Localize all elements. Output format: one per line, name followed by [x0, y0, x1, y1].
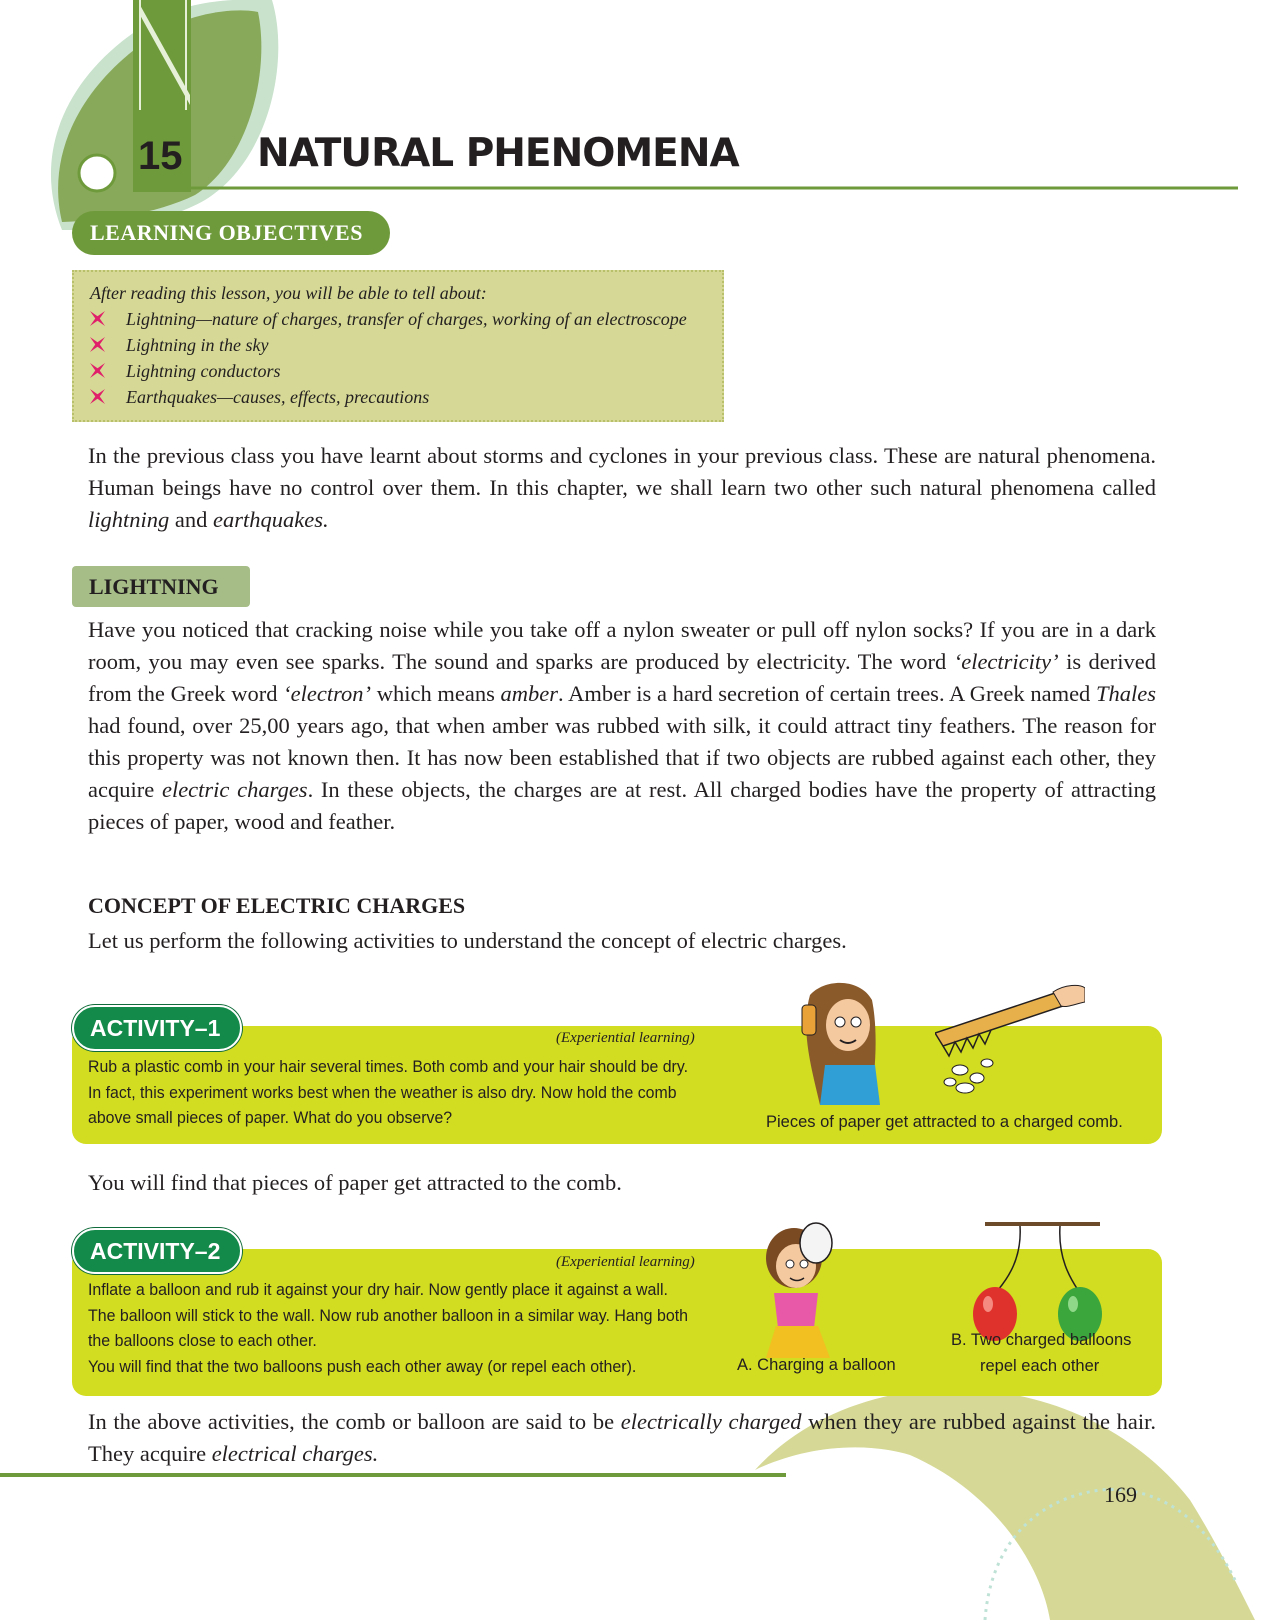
activity-1-result: You will find that pieces of paper get attracted to the comb. — [88, 1170, 622, 1195]
girl-charging-balloon-illustration — [752, 1218, 852, 1368]
maltese-cross-icon — [90, 389, 105, 404]
maltese-cross-icon — [90, 363, 105, 378]
concept-heading: CONCEPT OF ELECTRIC CHARGES — [88, 893, 466, 918]
chapter-dot — [79, 155, 115, 191]
activity-2-caption-b-line1: B. Two charged balloons — [951, 1331, 1132, 1349]
comb-and-paper-illustration — [935, 978, 1085, 1098]
lightning-heading: LIGHTNING — [72, 566, 250, 607]
lightning-paragraph: Have you noticed that cracking noise while you take off a nylon sweater or pull off nylon socks? If you are in a dark room, you may even see sparks. The sound and sparks are produced by electricity. The word ‘electricity’ is derived from the Greek word ‘electron’ which means amber. Amber is a hard secretion of certain trees. A Greek named Thales had found, over 25,00 years ago, that when amber was rubbed with silk, it could attract tiny feathers. The reason for this property was not known then. It has now been established that if two objects are rubbed against each other, they acquire electric charges. In these objects, the charges are at rest. All charged bodies have the property of attracting pieces of paper, wood and feather. — [88, 617, 1157, 834]
objective-item — [90, 358, 706, 384]
activity-2-caption-a: A. Charging a balloon — [737, 1356, 896, 1374]
objective-text: Lightning—nature of charges, transfer of charges, working of an electroscope — [126, 309, 687, 329]
objective-text: Lightning conductors — [126, 361, 281, 381]
objectives-box — [72, 270, 724, 422]
objective-text: Lightning in the sky — [126, 335, 269, 355]
chapter-title: NATURAL PHENOMENA — [257, 131, 739, 176]
activity-1-type: (Experiential learning) — [556, 1030, 695, 1046]
learning-objectives-heading: LEARNING OBJECTIVES — [72, 211, 390, 255]
objective-text: Earthquakes—causes, effects, precautions — [126, 387, 430, 407]
activity-2-text: Inflate a balloon and rub it against your dry hair. Now gently place it against a wall. The balloon will stick to the wall. Now rub another balloon in a similar way. Hang both the balloons close to each other. You will find that the two balloons push each other away (or repel each other). — [88, 1281, 688, 1376]
concept-text: Let us perform the following activities to understand the concept of electric charges. — [88, 928, 847, 953]
activity-1-text: Rub a plastic comb in your hair several times. Both comb and your hair should be dry. In fact, this experiment works best when the weather is also dry. Now hold the comb above small pieces of paper. What do you observe? — [88, 1058, 688, 1127]
objective-item — [90, 306, 706, 332]
activity-2-type: (Experiential learning) — [556, 1254, 695, 1270]
intro-paragraph: In the previous class you have learnt about storms and cyclones in your previous class. These are natural phenomena. Human beings have no control over them. In this chapter, we shall learn two other such natural phenomena called lightning and earthquakes. — [88, 443, 1156, 532]
activity-1-badge: ACTIVITY–1 — [72, 1005, 242, 1051]
two-balloons-illustration — [960, 1218, 1120, 1343]
maltese-cross-icon — [90, 337, 105, 352]
objectives-list — [90, 306, 706, 410]
chapter-number: 15 — [138, 134, 183, 178]
activity-1-caption: Pieces of paper get attracted to a charged comb. — [766, 1113, 1123, 1131]
maltese-cross-icon — [90, 311, 105, 326]
activity-2-caption-b-line2: repel each other — [980, 1357, 1100, 1375]
objective-item — [90, 384, 706, 410]
objectives-intro: After reading this lesson, you will be able to tell about: — [90, 283, 487, 303]
page-number: 169 — [1104, 1482, 1137, 1507]
activity-2-badge: ACTIVITY–2 — [72, 1228, 242, 1274]
girl-combing-illustration — [780, 980, 900, 1105]
closing-paragraph: In the above activities, the comb or balloon are said to be electrically charged when they are rubbed against the hair. They acquire electrical charges. — [88, 1409, 1156, 1466]
objective-item — [90, 332, 706, 358]
